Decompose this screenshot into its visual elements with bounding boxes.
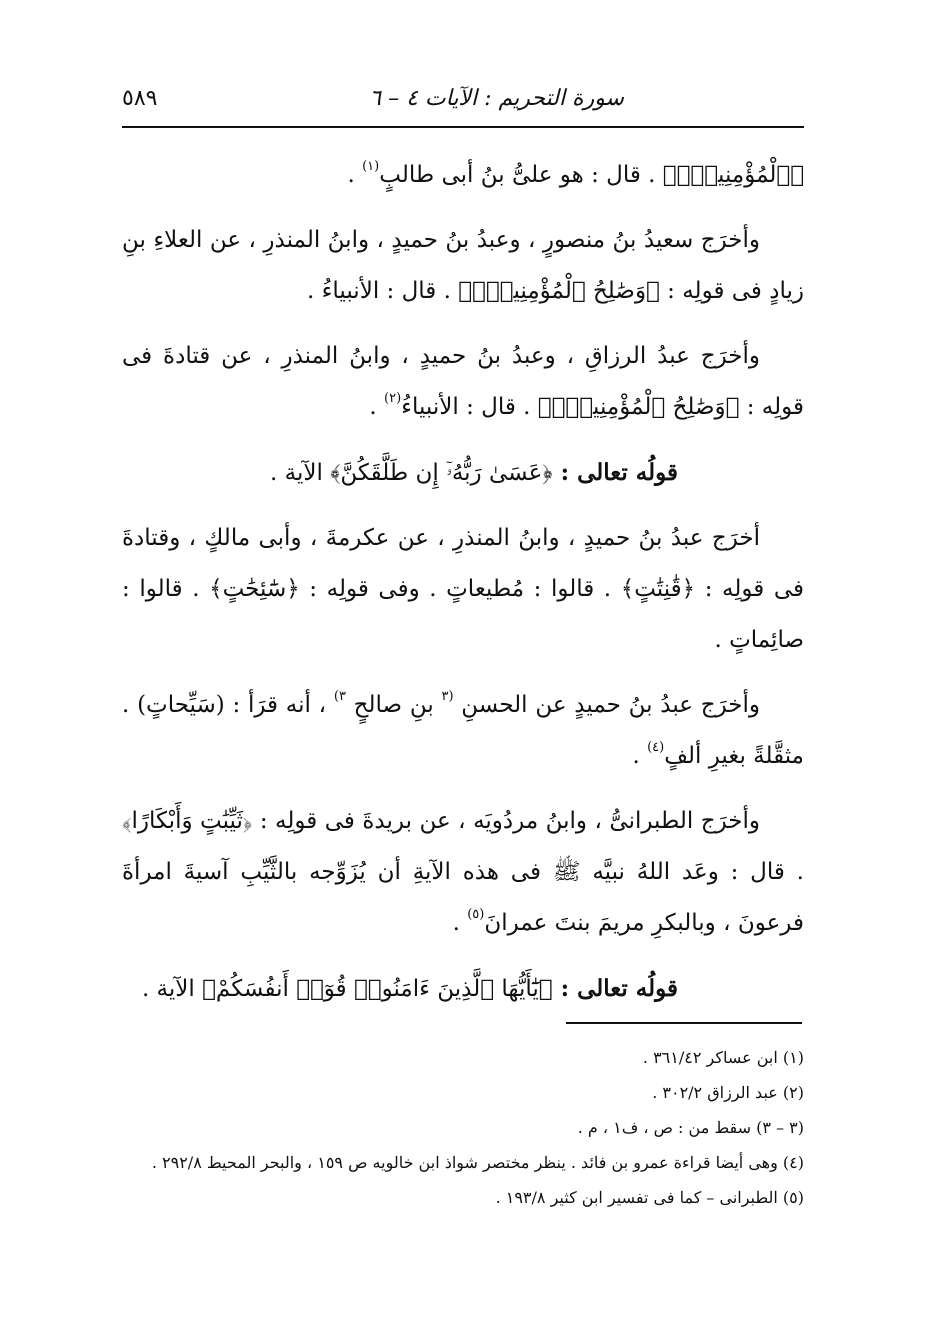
quran-verse: ﴿وَصَٰلِحُ ٱلْمُؤْمِنِينَۖ﴾ (537, 394, 740, 420)
verse-heading-2 (122, 963, 804, 1015)
paragraph-text: بنِ صالحٍ (345, 692, 442, 718)
header-rule (122, 126, 804, 128)
paragraph-end: . (632, 743, 648, 769)
verse-heading-1 (122, 447, 804, 499)
paragraph-text: . قال : هو علىُّ بنُ أبى طالبٍ (379, 162, 663, 188)
footnote-ref: (٢) (384, 391, 402, 406)
paragraph-text: ، أنه قرَأ : (سَيِّحاتٍ) . مثقَّلةً بغيرِ ألفٍ (122, 692, 804, 769)
paragraph-end: . (347, 162, 363, 188)
paragraph-text: . قال : وعَد اللهُ نبيَّه ﷺ فى هذه الآيةِ أن يُزَوِّجه بالثَّيِّبِ آسيةَ امرأةَ فرعونَ ، وبالبكرِ مريمَ بنتَ عمرانَ (122, 859, 804, 936)
paragraph-4 (122, 513, 804, 666)
heading-rest: الآية . (141, 976, 203, 1002)
quran-verse: ﴿ثَيِّبَٰتٍ وَأَبْكَارًا﴾ (122, 808, 253, 834)
quran-verse: ﴿سَٰٓئِحَٰتٍ﴾ (209, 576, 300, 602)
footnote-ref: (٥) (467, 907, 485, 922)
paragraph-2 (122, 215, 804, 317)
paragraph-text: . قالوا : صائِماتٍ . (122, 576, 804, 653)
paragraph-end: . (452, 910, 468, 936)
footnote-ref: ٣) (333, 689, 346, 704)
quran-verse: ﴿قَٰنِتَٰتٍ﴾ (620, 576, 696, 602)
paragraph-text: أخرَج عبدُ بنُ حميدٍ ، وابنُ المنذرِ ، عن عكرمةَ ، وأبى مالكٍ ، وقتادةَ فى قولِه : (122, 525, 805, 602)
paragraph-text: وأخرَج الطبرانىُّ ، وابنُ مردُويَه ، عن بريدةَ فى قولِه : (252, 808, 760, 834)
footnote-ref: (٣ (441, 689, 454, 704)
footnote-5: (٥) الطبرانى – كما فى تفسير ابن كثير ١٩٣/٨ . (495, 1188, 804, 1207)
quran-verse: ﴿ٱلْمُؤْمِنِينَۖ﴾ (662, 162, 804, 188)
paragraph-6 (122, 796, 804, 949)
main-text (122, 150, 804, 1015)
footnote-rule (566, 1022, 802, 1024)
page-header (122, 82, 804, 124)
running-title: سورة التحريم : الآيات ٤ – ٦ (369, 86, 624, 111)
footnote-4: (٤) وهى أيضا قراءة عمرو بن فائد . ينظر مختصر شواذ ابن خالويه ص ١٥٩ ، والبحر المحيط ٢٩٢/٨ . (151, 1153, 804, 1172)
paragraph-5 (122, 680, 804, 782)
paragraph-text: وأخرَج عبدُ الرزاقِ ، وعبدُ بنُ حميدٍ ، وابنُ المنذرِ ، عن قتادةَ فى قولِه : (122, 343, 804, 420)
paragraph-text: . قالوا : مُطيعاتٍ . وفى قولِه : (299, 576, 621, 602)
footnote-2: (٢) عبد الرزاق ٣٠٢/٢ . (652, 1083, 804, 1102)
paragraph-text: . قال : الأنبياءُ . (306, 278, 459, 304)
heading-label: قولُه تعالى : (552, 975, 678, 1002)
paragraph-text: وأخرَج سعيدُ بنُ منصورٍ ، وعبدُ بنُ حميدٍ ، وابنُ المنذرِ ، عن العلاءِ بنِ زيادٍ فى قولِه : (122, 227, 804, 304)
footnotes (122, 1040, 804, 1215)
page-number: ٥٨٩ (122, 86, 158, 111)
paragraph-end: . (369, 394, 385, 420)
quran-verse: ﴿يَٰٓأَيُّهَا ٱلَّذِينَ ءَامَنُوا۟ قُوٓا۟ أَنفُسَكُمْ﴾ (202, 976, 553, 1002)
heading-label: قولُه تعالى : (552, 459, 678, 486)
paragraph-1 (122, 150, 804, 201)
footnote-ref: (١) (362, 159, 380, 174)
footnote-1: (١) ابن عساكر ٣٦١/٤٢ . (642, 1048, 804, 1067)
quran-verse: ﴿عَسَىٰ رَبُّهُۥٓ إِن طَلَّقَكُنَّ﴾ (330, 460, 553, 486)
heading-rest: الآية . (270, 460, 331, 486)
footnote-3: (٣ – ٣) سقط من : ص ، ف١ ، م . (577, 1118, 804, 1137)
paragraph-3 (122, 331, 804, 433)
footnote-ref: (٤) (647, 740, 665, 755)
paragraph-text: . قال : الأنبياءُ (401, 394, 538, 420)
quran-verse: ﴿وَصَٰلِحُ ٱلْمُؤْمِنِينَۖ﴾ (458, 278, 660, 304)
paragraph-text: وأخرَج عبدُ بنُ حميدٍ عن الحسنِ (453, 692, 760, 718)
